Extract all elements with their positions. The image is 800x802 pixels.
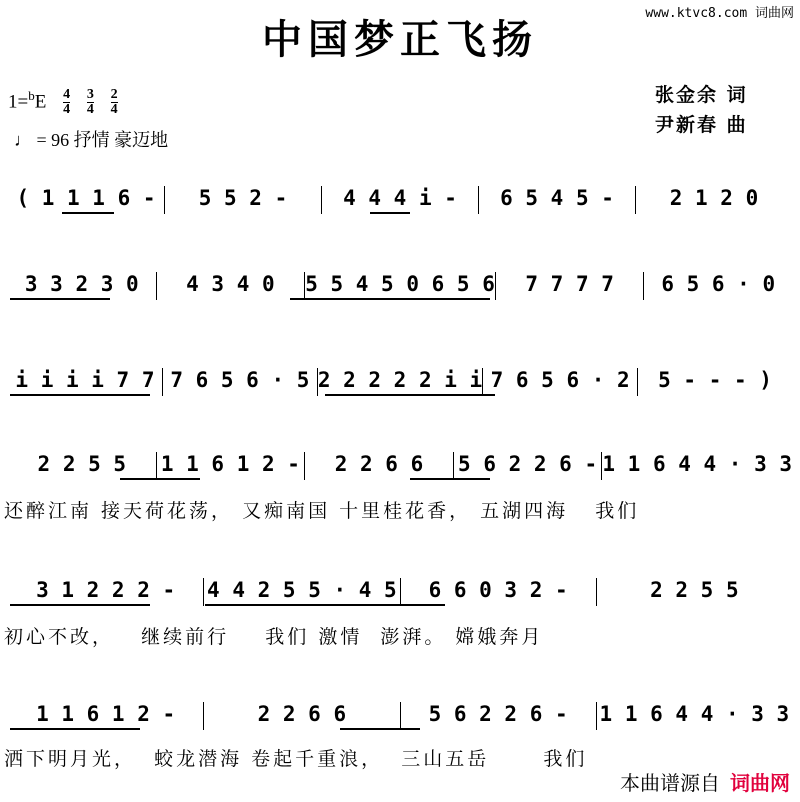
- beam-underline: [340, 728, 420, 730]
- measure: 2 1 2 0: [669, 186, 759, 210]
- beam-underline: [410, 478, 490, 480]
- measure: ( 1 1 1 6 -: [8, 186, 165, 214]
- measure: 5 - - - ): [658, 368, 772, 392]
- measure: 4 4 2 5 5 · 4 5: [204, 578, 400, 606]
- key-signature: [8, 88, 118, 117]
- beam-underline: [370, 212, 410, 214]
- measure: 2 2 6 6: [305, 452, 454, 480]
- score-row-4: [8, 444, 792, 480]
- beam-underline: [62, 212, 114, 214]
- beam-underline: [290, 298, 490, 300]
- key-note: E: [34, 91, 47, 113]
- score-row-1: [8, 180, 792, 214]
- quarter-note-icon: ♩: [14, 130, 32, 150]
- lyrics-line-2: 初心不改， 继续前行 我们 激情 澎湃。 嫦娥奔月: [4, 626, 544, 648]
- measure: 1 1 6 4 4 · 3 3: [599, 702, 790, 726]
- score-row-3: [8, 360, 792, 396]
- measure: 5 5 4 5 0 6 5 6: [305, 272, 496, 300]
- beam-underline: [10, 298, 110, 300]
- source-footer: [620, 767, 790, 796]
- measure: 2 2 6 6: [204, 702, 400, 730]
- measure: 6 5 4 5 -: [479, 186, 636, 214]
- key-prefix: 1=: [8, 91, 29, 113]
- lyrics-line-1: 还醉江南 接天荷花荡， 又痴南国 十里桂花香， 五湖四海 我们: [4, 500, 640, 522]
- measure: 2 2 5 5: [650, 578, 739, 602]
- time-signature-2: $\frac{3}{4}$: [86, 87, 94, 118]
- score-row-6: [8, 694, 792, 730]
- measure: 6 5 6 · 0: [661, 272, 776, 296]
- score-row-5: [8, 570, 792, 606]
- measure: 7 7 7 7: [496, 272, 645, 300]
- score-row-2: [8, 266, 792, 300]
- measure: 5 6 2 2 6 -: [454, 452, 603, 480]
- measure: 1 1 6 1 2 -: [157, 452, 306, 480]
- beam-underline: [120, 478, 200, 480]
- beam-underline: [205, 604, 445, 606]
- measure: 5 5 2 -: [165, 186, 322, 214]
- measure: 7 6 5 6 · 2: [483, 368, 638, 396]
- beam-underline: [10, 394, 150, 396]
- lyricist-credit: 张金余 词: [655, 84, 748, 106]
- page-title: 中国梦正飞扬: [262, 17, 538, 63]
- lyrics-line-3: 洒下明月光， 蛟龙潜海 卷起千重浪， 三山五岳 我们: [4, 748, 588, 770]
- flat-sign: b: [28, 88, 35, 103]
- time-signature-3: $\frac{2}{4}$: [110, 87, 118, 118]
- measure: 7 6 5 6 · 5: [163, 368, 318, 396]
- measure: 3 3 2 3 0: [8, 272, 157, 300]
- measure: 4 4 4 i -: [322, 186, 479, 214]
- source-brand-link[interactable]: 词曲网: [730, 771, 790, 795]
- composer-credit: 尹新春 曲: [655, 114, 748, 136]
- beam-underline: [10, 728, 140, 730]
- measure: 1 1 6 4 4 · 3 3: [602, 452, 793, 476]
- site-url: www.ktvc8.com 词曲网: [645, 6, 794, 21]
- time-signature-1: $\frac{4}{4}$: [63, 87, 71, 118]
- beam-underline: [10, 604, 150, 606]
- measure: 1 1 6 1 2 -: [8, 702, 204, 730]
- measure: 3 1 2 2 2 -: [8, 578, 204, 606]
- measure: 2 2 2 2 2 i i: [318, 368, 483, 396]
- beam-underline: [325, 394, 495, 396]
- tempo-marking: [14, 126, 168, 152]
- measure: 6 6 0 3 2 -: [401, 578, 597, 606]
- tempo-text: = 96 抒情 豪迈地: [36, 130, 169, 150]
- measure: i i i i 7 7: [8, 368, 163, 396]
- measure: 2 2 5 5: [8, 452, 157, 480]
- source-text: 本曲谱源自: [620, 771, 720, 795]
- measure: 4 3 4 0: [157, 272, 306, 300]
- measure: 5 6 2 2 6 -: [401, 702, 597, 730]
